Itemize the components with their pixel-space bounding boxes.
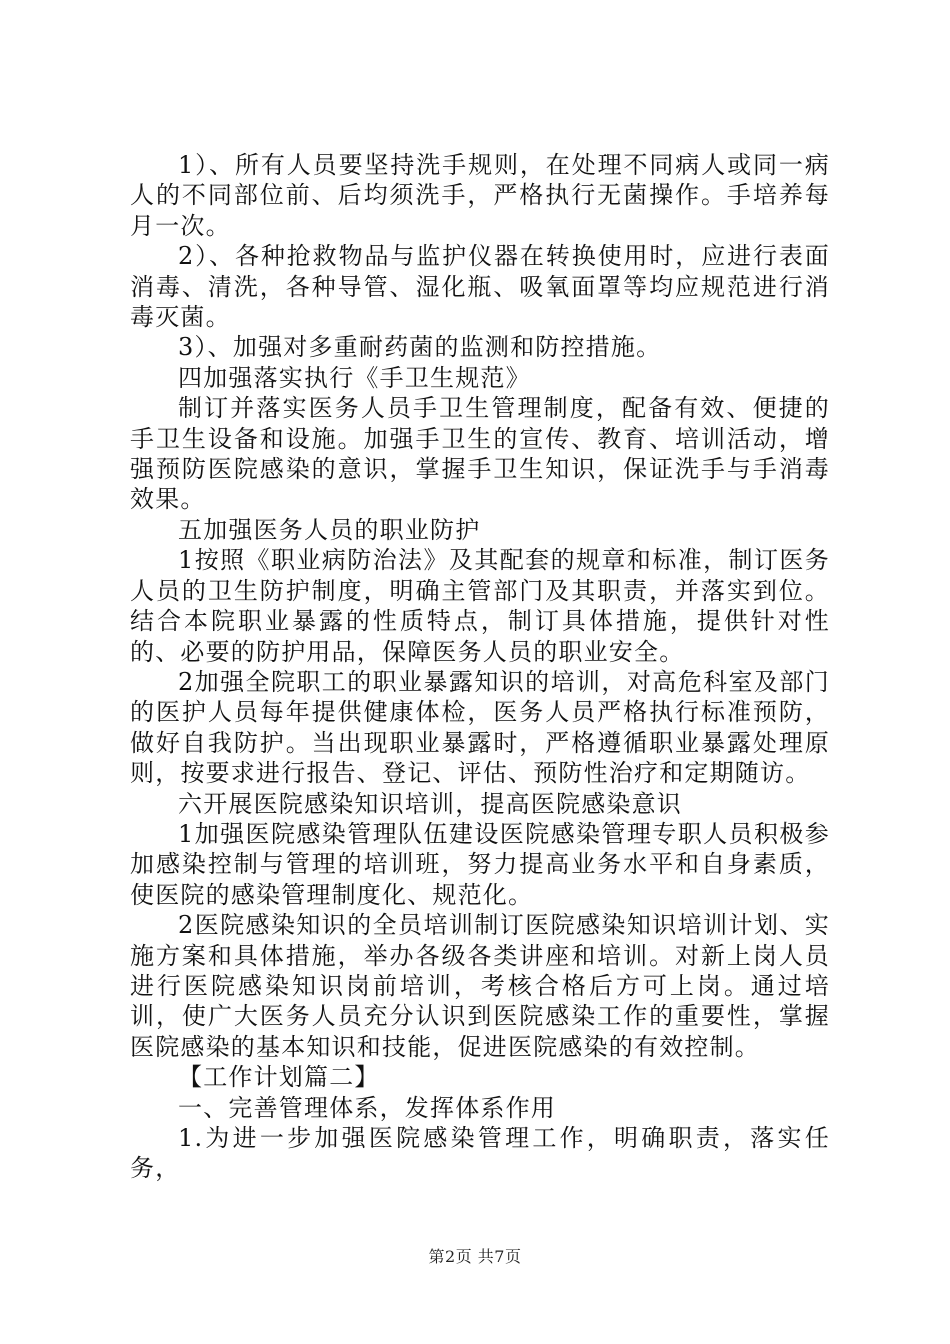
paragraph-hand-hygiene: 制订并落实医务人员手卫生管理制度，配备有效、便捷的手卫生设备和设施。加强手卫生的宣传、教育、培训活动，增强预防医院感染的意识，掌握手卫生知识，保证洗手与手消毒效果。	[130, 394, 830, 514]
paragraph-multidrug-resistance: 3）、加强对多重耐药菌的监测和防控措施。	[178, 333, 662, 362]
heading-infection-training: 六开展医院感染知识培训，提高医院感染意识	[178, 789, 682, 818]
page-number: 第2页 共7页	[428, 1247, 522, 1266]
paragraph-team-building: 1加强医院感染管理队伍建设医院感染管理专职人员积极参加感染控制与管理的培训班，努力提高业务水平和自身素质，使医院的感染管理制度化、规范化。	[130, 819, 830, 909]
heading-management-system: 一、完善管理体系，发挥体系作用	[178, 1093, 556, 1122]
heading-work-plan-two: 【工作计划篇二】	[178, 1063, 380, 1092]
paragraph-exposure-training: 2加强全院职工的职业暴露知识的培训，对高危科室及部门的医护人员每年提供健康体检，医务人员严格执行标准预防，做好自我防护。当出现职业暴露时，严格遵循职业暴露处理原则，按要求进行报告、登记、评估、预防性治疗和定期随访。	[130, 667, 830, 788]
paragraph-equipment-disinfection: 2）、各种抢救物品与监护仪器在转换使用时，应进行表面消毒、清洗，各种导管、湿化瓶、吸氧面罩等均应规范进行消毒灭菌。	[130, 242, 830, 332]
paragraph-hand-washing: 1）、所有人员要坚持洗手规则，在处理不同病人或同一病人的不同部位前、后均须洗手，严格执行无菌操作。手培养每月一次。	[130, 151, 830, 240]
heading-hand-hygiene: 四加强落实执行《手卫生规范》	[178, 363, 531, 392]
paragraph-staff-training: 2医院感染知识的全员培训制订医院感染知识培训计划、实施方案和具体措施，举办各级各类讲座和培训。对新上岗人员进行医院感染知识岗前培训，考核合格后方可上岗。通过培训，使广大医务人员充分认识到医院感染工作的重要性，掌握医院感染的基本知识和技能，促进医院感染的有效控制。	[130, 911, 830, 1061]
paragraph-management-intro: 1.为进一步加强医院感染管理工作，明确职责，落实任务，	[130, 1124, 830, 1183]
paragraph-occupational-law: 1按照《职业病防治法》及其配套的规章和标准，制订医务人员的卫生防护制度，明确主管部门及其职责，并落实到位。结合本院职业暴露的性质特点，制订具体措施，提供针对性的、必要的防护用品，保障医务人员的职业安全。	[130, 546, 830, 666]
document-body	[130, 150, 830, 1184]
heading-occupational-protection: 五加强医务人员的职业防护	[178, 515, 481, 544]
